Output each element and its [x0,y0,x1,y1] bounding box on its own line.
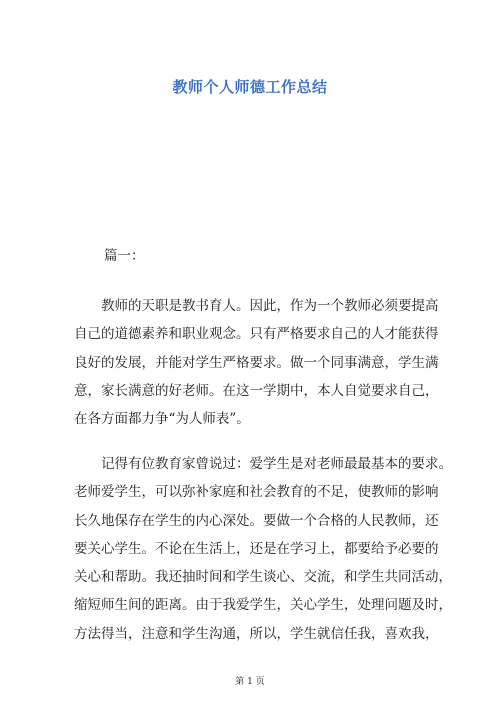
document-title: 教师个人师德工作总结 [172,78,328,96]
page-number-footer: 第 1 页 [235,677,265,687]
paragraph-line: 长久地保存在学生的内心深处。要做一个合格的人民教师，还 [74,512,439,529]
paragraph-line: 关心和帮助。我还抽时间和学生谈心、交流，和学生共同活动， [74,569,452,586]
section-label: 篇一： [104,248,145,264]
paragraph-line: 教师的天职是教书育人。因此，作为一个教师必须要提高 [74,298,439,314]
paragraph-line: 良好的发展，并能对学生严格要求。做一个同事满意，学生满 [74,354,439,371]
paragraph-line: 方法得当，注意和学生沟通，所以，学生就信任我，喜欢我， [74,625,439,642]
paragraph-line: 老师爱学生，可以弥补家庭和社会教育的不足，使教师的影响 [74,484,439,501]
paragraph-line: 意，家长满意的好老师。在这一学期中，本人自觉要求自己， [74,382,439,399]
paragraph-line: 自己的道德素养和职业观念。只有严格要求自己的人才能获得 [74,326,439,343]
paragraph-2 [74,450,452,648]
paragraph-line: 在各方面都力争“为人师表”。 [74,411,250,428]
paragraph-line: 缩短师生间的距离。由于我爱学生，关心学生，处理问题及时， [74,597,452,614]
paragraph-1 [74,292,439,433]
paragraph-line: 记得有位教育家曾说过：爱学生是对老师最最基本的要求。 [74,456,452,472]
paragraph-line: 要关心学生。不论在生活上，还是在学习上，都要给予必要的 [74,540,439,557]
